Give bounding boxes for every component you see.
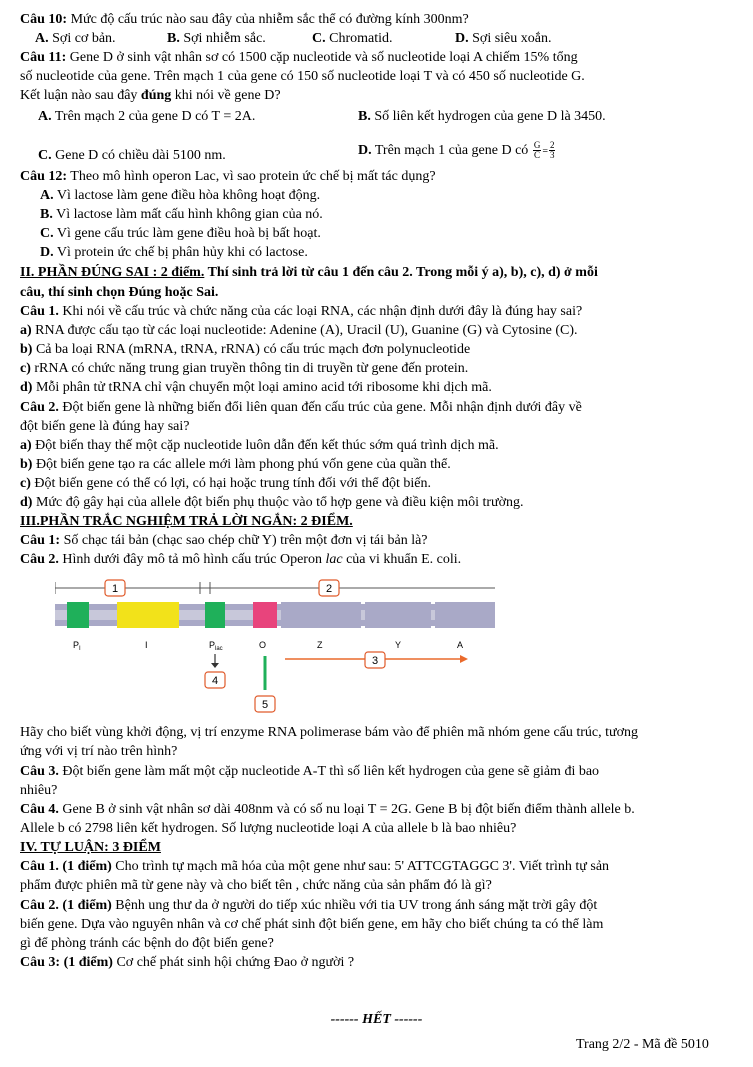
q10-option-d: D. Sợi siêu xoắn.: [455, 31, 552, 46]
part2-q1-stem: Câu 1. Khi nói về cấu trúc và chức năng của các loại RNA, các nhận định dưới đây là đúng hay sai?: [20, 304, 583, 319]
part3-q4-stem: Câu 4. Gene B ở sinh vật nhân sơ dài 408nm và có số nu loại T = 2G. Gene B bị đột biến điểm thành allele b.: [20, 802, 635, 817]
label-p-i: $P_I$: [73, 640, 81, 652]
q10-number: Câu 10:: [20, 12, 68, 27]
label-y: Y: [395, 640, 402, 650]
part4-q1-stem-line2: phẩm được phiên mã từ gene này và cho biết tên , chức năng của sản phẩm đó là gì?: [20, 878, 492, 893]
q11-stem-line2: số nucleotide của gene. Trên mạch 1 của gene có 150 số nucleotide loại T và có 450 số nucleotide G.: [20, 69, 585, 84]
part3-q2-stem: Câu 2. Hình dưới đây mô tả mô hình cấu trúc Operon lac của vi khuẩn E. coli.: [20, 552, 462, 567]
part2-q2-stem: Câu 2. Đột biến gene là những biến đổi liên quan đến cấu trúc của gene. Mỗi nhận định dưới đây về: [20, 400, 582, 415]
part2-q2-stem-line2: đột biến gene là đúng hay sai?: [20, 419, 190, 434]
part2-q1-a: a) RNA được cấu tạo từ các loại nucleotide: Adenine (A), Uracil (U), Guanine (G) và Cytosine (C).: [20, 323, 578, 338]
part2-heading: II. PHẦN ĐÚNG SAI : 2 điểm. Thí sinh trả lời từ câu 1 đến câu 2. Trong mỗi ý a), b), c), d) ở mỗi: [20, 265, 598, 280]
part3-q1: Câu 1: Số chạc tái bản (chạc sao chép chữ Y) trên một đơn vị tái bản là?: [20, 533, 428, 548]
part3-q2-question-line2: ứng với vị trí nào trên hình?: [20, 744, 178, 759]
part2-q1-b: b) Cả ba loại RNA (mRNA, tRNA, rRNA) có cấu trúc mạch đơn polynucleotide: [20, 342, 471, 357]
fraction-g-over-c: $\frac{G}{C}$: [533, 140, 541, 161]
label-p-lac: $P_{lac}$: [209, 640, 223, 652]
region-z: [281, 602, 361, 628]
part4-q2-stem-line2: biến gene. Dựa vào nguyên nhân và cơ chế phát sinh đột biến gene, em hãy cho biết chúng ta có thể làm: [20, 917, 604, 932]
region-gene-i: [117, 602, 179, 628]
page-footer: Trang 2/2 - Mã đề 5010: [576, 1037, 709, 1052]
q10-stem: [20, 12, 469, 28]
fraction-2-over-3: $\frac{2}{3}$: [549, 140, 555, 161]
label-2: 2: [325, 583, 333, 595]
part3-q3-stem-line2: nhiêu?: [20, 783, 58, 798]
q11-option-a: A. Trên mạch 2 của gene D có T = 2A.: [38, 109, 256, 124]
q11-option-d: D. Trên mạch 1 của gene D có $\frac{G}{C}$ = $\frac{2}{3}$: [358, 140, 555, 161]
end-mark: ------ HẾT ------: [330, 1012, 423, 1027]
lac-operon-figure: [55, 578, 495, 718]
q10-option-b: B. Sợi nhiễm sắc.: [167, 31, 266, 46]
q12-option-a: A. Vì lactose làm gene điều hòa không hoạt động.: [40, 188, 321, 203]
q10-option-c: C. Chromatid.: [312, 31, 393, 46]
label-z: Z: [317, 640, 323, 650]
q12-option-b: B. Vì lactose làm mất cấu hình không gian của nó.: [40, 207, 323, 222]
label-5: 5: [261, 699, 269, 711]
region-y: [365, 602, 431, 628]
q11-stem: Câu 11: Gene D ở sinh vật nhân sơ có 1500 cặp nucleotide và số nucleotide loại A chiếm 15% tổng: [20, 50, 578, 65]
label-3: 3: [371, 655, 379, 667]
part2-q2-d: d) Mức độ gây hại của allele đột biến phụ thuộc vào tổ hợp gene và điều kiện môi trường.: [20, 495, 524, 510]
q11-option-b: B. Số liên kết hydrogen của gene D là 3450.: [358, 109, 606, 124]
q12-option-d: D. Vì protein ức chế bị phân hủy khi có lactose.: [40, 245, 308, 260]
part2-q1-c: c) rRNA có chức năng trung gian truyền thông tin di truyền từ gene đến protein.: [20, 361, 469, 376]
label-1: 1: [111, 583, 119, 595]
part4-q1-stem: Câu 1. (1 điểm) Cho trình tự mạch mã hóa của một gene như sau: 5' ATTCGTAGGC 3'. Viết trình tự sản: [20, 859, 610, 874]
part3-q4-stem-line2: Allele b có 2798 liên kết hydrogen. Số lượng nucleotide loại A của allele b là bao nhiêu?: [20, 821, 517, 836]
part4-heading: IV. TỰ LUẬN: 3 ĐIỂM: [20, 840, 161, 855]
arrow-4-head: [211, 663, 219, 668]
part4-q2-stem-line3: gì để phòng tránh các bệnh do đột biến gene?: [20, 936, 274, 951]
part2-heading-line2: câu, thí sinh chọn Đúng hoặc Sai.: [20, 285, 219, 300]
part3-q2-question-line1: Hãy cho biết vùng khởi động, vị trí enzyme RNA polimerase bám vào để phiên mã nhóm gene cấu trúc, tương: [20, 725, 639, 740]
label-o: O: [259, 640, 267, 650]
part2-q1-d: d) Mỗi phân tử tRNA chỉ vận chuyển một loại amino acid tới ribosome khi dịch mã.: [20, 380, 492, 395]
label-i: I: [145, 640, 148, 650]
part4-q2-stem: Câu 2. (1 điểm) Bệnh ung thư da ở người do tiếp xúc nhiều với tia UV trong ánh sáng mặt trời gây đột: [20, 898, 598, 913]
label-4: 4: [211, 675, 219, 687]
q11-stem-line3: Kết luận nào sau đây đúng khi nói về gene D?: [20, 88, 281, 103]
transcription-arrow-head: [460, 655, 468, 663]
q12-option-c: C. Vì gene cấu trúc làm gene điều hoà bị bất hoạt.: [40, 226, 321, 241]
part4-q3-stem: Câu 3: (1 điểm) Cơ chế phát sinh hội chứng Đao ở người ?: [20, 955, 355, 970]
part3-heading: III.PHẦN TRẮC NGHIỆM TRẢ LỜI NGẮN: 2 ĐIỂM.: [20, 514, 353, 529]
region-a: [435, 602, 495, 628]
q12-stem: Câu 12: Theo mô hình operon Lac, vì sao protein ức chế bị mất tác dụng?: [20, 169, 436, 184]
part2-q2-b: b) Đột biến gene tạo ra các allele mới làm phong phú vốn gene của quần thể.: [20, 457, 451, 472]
part2-q2-a: a) Đột biến thay thế một cặp nucleotide luôn dẫn đến kết thúc sớm quá trình dịch mã.: [20, 438, 499, 453]
q10-option-a: A. Sợi cơ bản.: [35, 31, 116, 46]
region-p-i: [67, 602, 89, 628]
part2-q2-c: c) Đột biến gene có thể có lợi, có hại hoặc trung tính đối với thể đột biến.: [20, 476, 431, 491]
label-a: A: [457, 640, 464, 650]
part3-q3-stem: Câu 3. Đột biến gene làm mất một cặp nucleotide A-T thì số liên kết hydrogen của gene sẽ giảm đi bao: [20, 764, 600, 779]
q11-option-c: C. Gene D có chiều dài 5100 nm.: [38, 148, 226, 163]
region-p-lac: [205, 602, 225, 628]
region-operator: [253, 602, 277, 628]
q10-text: Mức độ cấu trúc nào sau đây của nhiễm sắc thể có đường kính 300nm?: [67, 12, 469, 27]
